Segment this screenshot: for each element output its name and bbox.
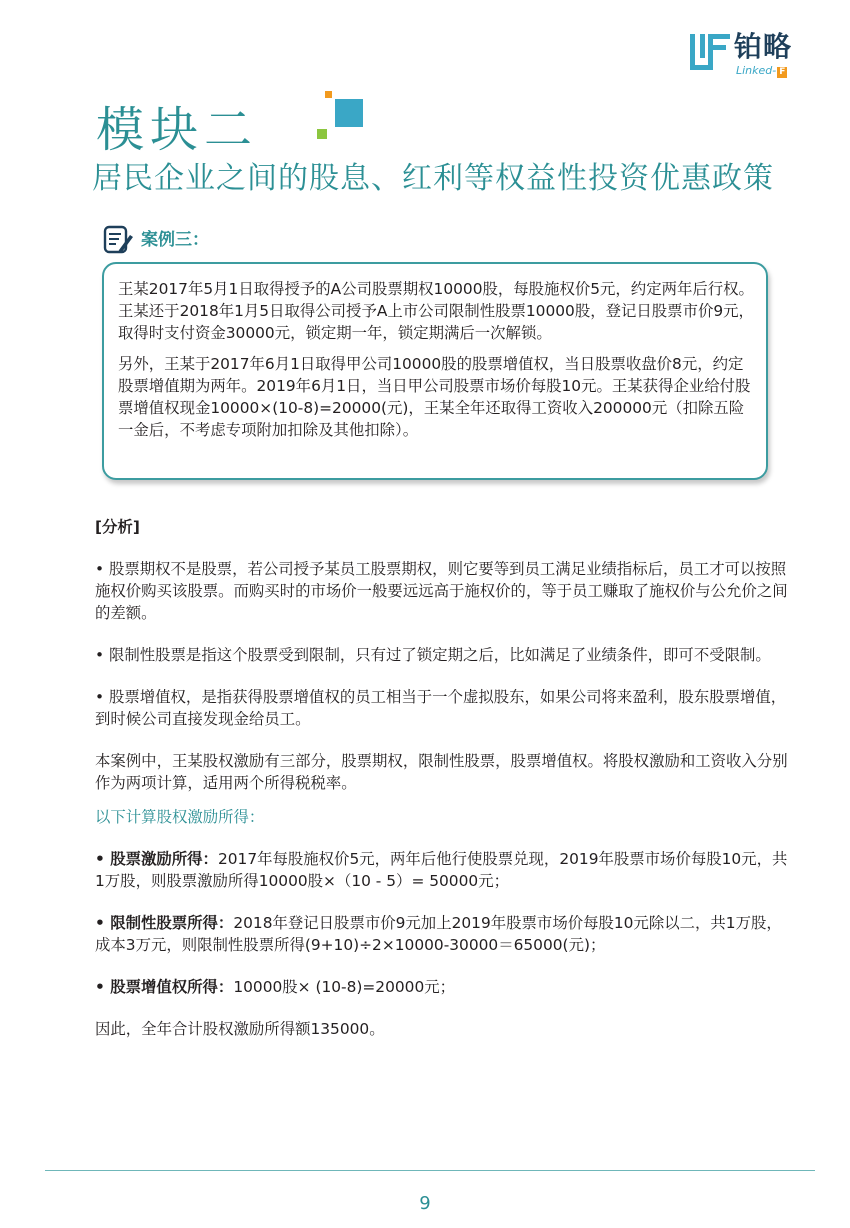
calc-heading: 以下计算股权激励所得： (95, 808, 265, 826)
brand-logo (690, 30, 820, 80)
case-paragraph-2: 另外，王某于2017年6月1日取得甲公司10000股的股票增值权，当日股票收盘价8元，约定股票增值期为两年。2019年6月1日，当日甲公司股票市场价每股10元。王某获得企业给付股票增值权现金10000×(10-8)=20000(元)，王某全年还取得工资收入200000元（扣除五险一金后，不考虑专项附加扣除及其他扣除）。 (118, 355, 751, 439)
case-paragraph-1: 王某2017年5月1日取得授予的A公司股票期权10000股，每股施权价5元，约定两年后行权。王某还于2018年1月5日取得公司授予A上市公司限制性股票10000股，登记日股票市价9元，取得时支付资金30000元，锁定期一年，锁定期满后一次解锁。 (118, 280, 754, 342)
page-title: 模块二 (96, 102, 259, 158)
calc-item-2-text: 2018年登记日股票市价9元加上2019年股票市场价每股10元除以二，共1万股，成本3万元，则限制性股票所得(9+10)÷2×10000-30000＝65000(元)； (95, 914, 782, 954)
calc-item-2 (95, 912, 795, 956)
decor-square-green (317, 129, 327, 139)
calc-item-1 (95, 848, 795, 892)
calc-item-1-label: • 股票激励所得： (95, 850, 218, 868)
footer-divider (45, 1170, 815, 1171)
analysis-bullet-2: • 限制性股票是指这个股票受到限制，只有过了锁定期之后，比如满足了业绩条件，即可不受限制。 (95, 646, 771, 664)
calc-item-3 (95, 976, 795, 998)
analysis-summary: 本案例中，王某股权激励有三部分，股票期权，限制性股票，股票增值权。将股权激励和工资收入分别作为两项计算，适用两个所得税税率。 (95, 752, 788, 792)
conclusion: 因此，全年合计股权激励所得额135000。 (95, 1020, 385, 1038)
analysis-bullet-3: • 股票增值权，是指获得股票增值权的员工相当于一个虚拟股东，如果公司将来盈利，股东股票增值，到时候公司直接发现金给员工。 (95, 688, 787, 728)
analysis-section (95, 516, 795, 1040)
logo-text-cn: 铂略 (734, 30, 793, 63)
notepad-pen-icon (103, 223, 133, 255)
calc-item-3-text: 10000股× (10-8)=20000元； (233, 978, 456, 996)
logo-text-en: Linked- F (736, 64, 786, 77)
calc-item-3-label: • 股票增值权所得： (95, 978, 234, 996)
calc-item-1-text: 2017年每股施权价5元，两年后他行使股票兑现，2019年股票市场价每股10元，共1万股，则股票激励所得10000股×（10 - 5）= 50000元； (95, 850, 788, 890)
analysis-bullet-1: • 股票期权不是股票，若公司授予某员工股票期权，则它要等到员工满足业绩指标后，员工才可以按照施权价购买该股票。而购买时的市场价一般要远远高于施权价的，等于员工赚取了施权价与公允价之间的差额。 (95, 560, 788, 622)
case-box (102, 262, 768, 480)
case-label: 案例三： (141, 230, 209, 250)
logo-mark-icon (690, 34, 730, 70)
analysis-heading: [分析] (95, 518, 140, 536)
decor-square-large (335, 99, 363, 127)
calc-item-2-label: • 限制性股票所得： (95, 914, 234, 932)
decor-square-small (325, 91, 332, 98)
page-subtitle: 居民企业之间的股息、红利等权益性投资优惠政策 (92, 161, 774, 196)
page-number: 9 (419, 1193, 431, 1214)
